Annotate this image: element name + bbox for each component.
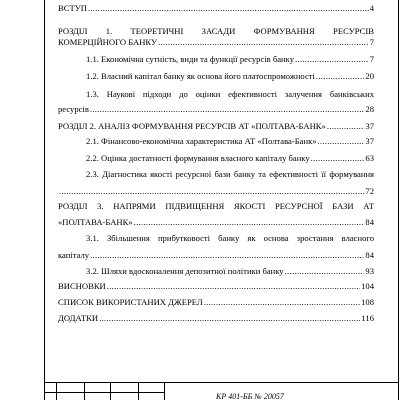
toc-entry-chapter-1[interactable]: РОЗДІЛ 1. ТЕОРЕТИЧНІ ЗАСАДИ ФОРМУВАННЯ РЕСУРСІВ КОМЕРЦІЙНОГО БАНКУ ..... 7: [58, 26, 374, 48]
toc-entry-1-1[interactable]: 1.1. Економічна сутність, види та функції ресурсів банку ..... 7: [86, 54, 374, 65]
toc-entry-references[interactable]: СПИСОК ВИКОРИСТАНИХ ДЖЕРЕЛ ..... 108: [58, 297, 374, 308]
toc-entry-chapter-3[interactable]: РОЗДІЛ 3. НАПРЯМИ ПІДВИЩЕННЯ ЯКОСТІ РЕСУРСНОЇ БАЗИ АТ «ПОЛТАВА-БАНК» ..... 84: [58, 201, 374, 228]
toc-entry-2-2[interactable]: 2.2. Оцінка достатності формування власного капіталу банку ..... 63: [86, 153, 374, 164]
toc-entry-1-3[interactable]: 1.3. Наукові підходи до оцінки ефективності залучення банківських ресурсів ..... 28: [58, 89, 374, 115]
toc-entry-2-1[interactable]: 2.1. Фінансово-економічна характеристика АТ «Полтава-Банк» ..... 37: [86, 136, 374, 147]
toc-entry-conclusions[interactable]: ВИСНОВКИ ..... 104: [58, 281, 374, 292]
toc-entry-intro[interactable]: ВСТУП ..... 4: [58, 3, 374, 14]
toc-entry-appendices[interactable]: ДОДАТКИ ..... 116: [58, 313, 374, 324]
document-code: КР 401-ББ № 20057: [216, 392, 284, 401]
toc-entry-3-1[interactable]: 3.1. Збільшення прибутковості банку як основа зростання власного капіталу ..... 84: [58, 233, 374, 261]
toc-entry-chapter-2[interactable]: РОЗДІЛ 2. АНАЛІЗ ФОРМУВАННЯ РЕСУРСІВ АТ «ПОЛТАВА-БАНК» ..... 37: [58, 121, 374, 132]
toc-entry-3-2[interactable]: 3.2. Шляхи вдосконалення депозитної політики банку ..... 93: [86, 266, 374, 277]
toc-entry-2-3[interactable]: 2.3. Діагностика якості ресурсної бази банку та ефективності її формування ..... 72: [58, 169, 374, 197]
toc-entry-1-2[interactable]: 1.2. Власний капітал банку як основа його платоспроможності ..... 20: [86, 71, 374, 82]
